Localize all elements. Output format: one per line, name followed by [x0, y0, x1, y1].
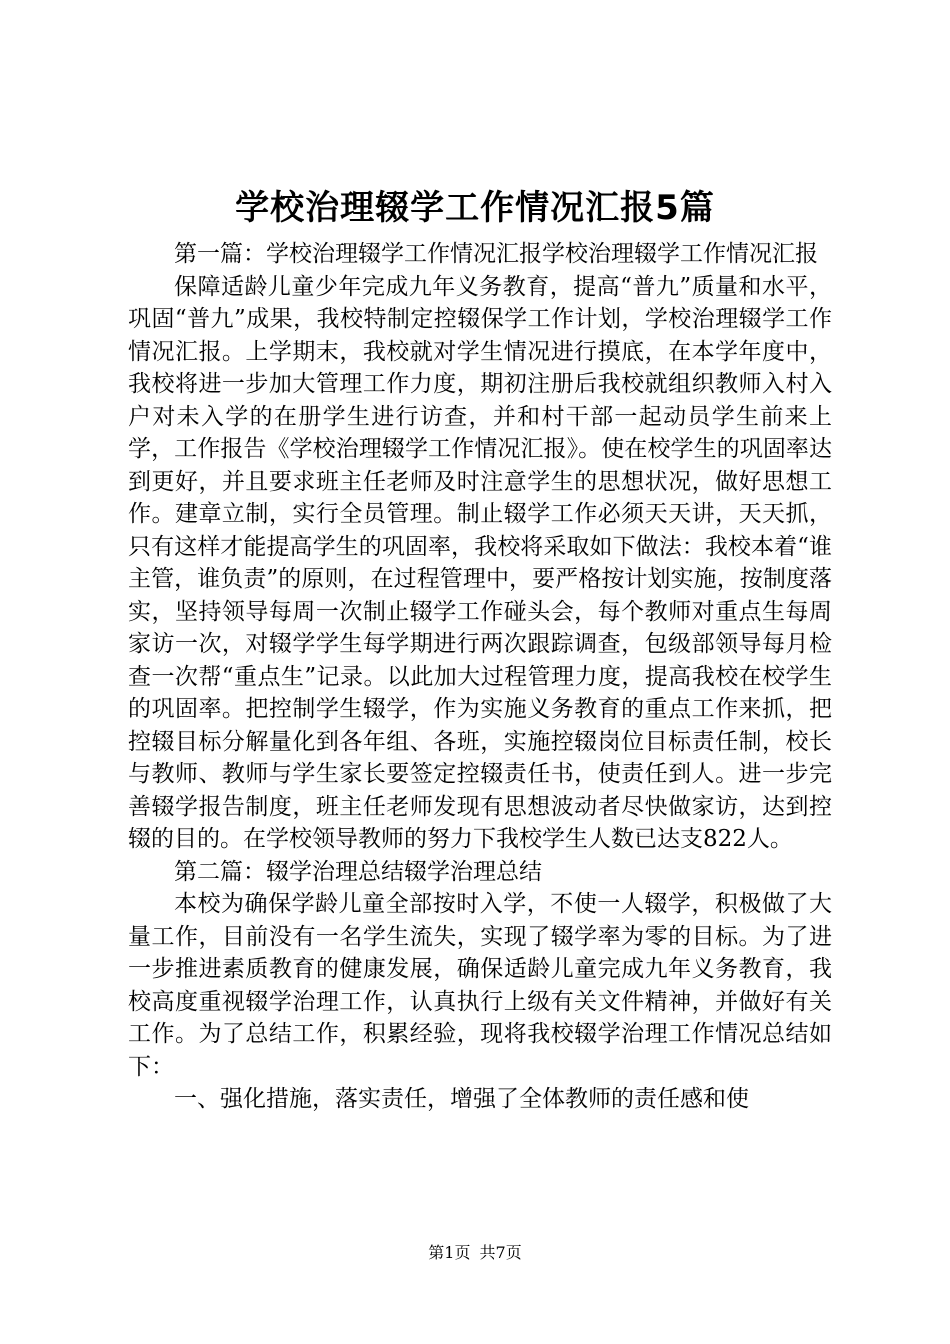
paragraph-part1-body: 保障适龄儿童少年完成九年义务教育，提高“普九”质量和水平，巩固“普九”成果，我校特制定控辍保学工作计划，学校治理辍学工作情况汇报。上学期末，我校就对学生情况进行摸底，在本学年度中，我校将进一步加大管理工作力度，期初注册后我校就组织教师入村入户对未入学的在册学生进行访查，并和村干部一起动员学生前来上学，工作报告《学校治理辍学工作情况汇报》。使在校学生的巩固率达到更好，并且要求班主任老师及时注意学生的思想状况，做好思想工作。建章立制，实行全员管理。制止辍学工作必须天天讲，天天抓，只有这样才能提高学生的巩固率，我校将采取如下做法：我校本着“谁主管，谁负责”的原则，在过程管理中，要严格按计划实施，按制度落实，坚持领导每周一次制止辍学工作碰头会，每个教师对重点生每周家访一次，对辍学学生每学期进行两次跟踪调查，包级部领导每月检查一次帮“重点生”记录。以此加大过程管理力度，提高我校在校学生的巩固率。把控制学生辍学，作为实施义务教育的重点工作来抓，把控辍目标分解量化到各年组、各班，实施控辍岗位目标责任制，校长与教师、教师与学生家长要签定控辍责任书，使责任到人。进一步完善辍学报告制度，班主任老师发现有思想波动者尽快做家访，达到控辍的目的。在学校领导教师的努力下我校学生人数已达支822人。	[128, 273, 832, 852]
page-total: 共7页	[479, 1243, 522, 1262]
document-body	[128, 238, 832, 1116]
page-footer	[0, 1242, 950, 1264]
paragraph-part1-heading: 第一篇：学校治理辍学工作情况汇报学校治理辍学工作情况汇报	[174, 241, 818, 267]
paragraph-part2-body: 本校为确保学龄儿童全部按时入学，不使一人辍学，积极做了大量工作，目前没有一名学生流失，实现了辍学率为零的目标。为了进一步推进素质教育的健康发展，确保适龄儿童完成九年义务教育，我校高度重视辍学治理工作，认真执行上级有关文件精神，并做好有关工作。为了总结工作，积累经验，现将我校辍学治理工作情况总结如下：	[128, 891, 832, 1080]
page-number: 第1页	[428, 1243, 471, 1262]
document-title: 学校治理辍学工作情况汇报5篇	[235, 188, 715, 228]
paragraph-part2-heading: 第二篇：辍学治理总结辍学治理总结	[174, 858, 542, 885]
paragraph-section-one: 一、强化措施，落实责任，增强了全体教师的责任感和使	[174, 1086, 749, 1112]
